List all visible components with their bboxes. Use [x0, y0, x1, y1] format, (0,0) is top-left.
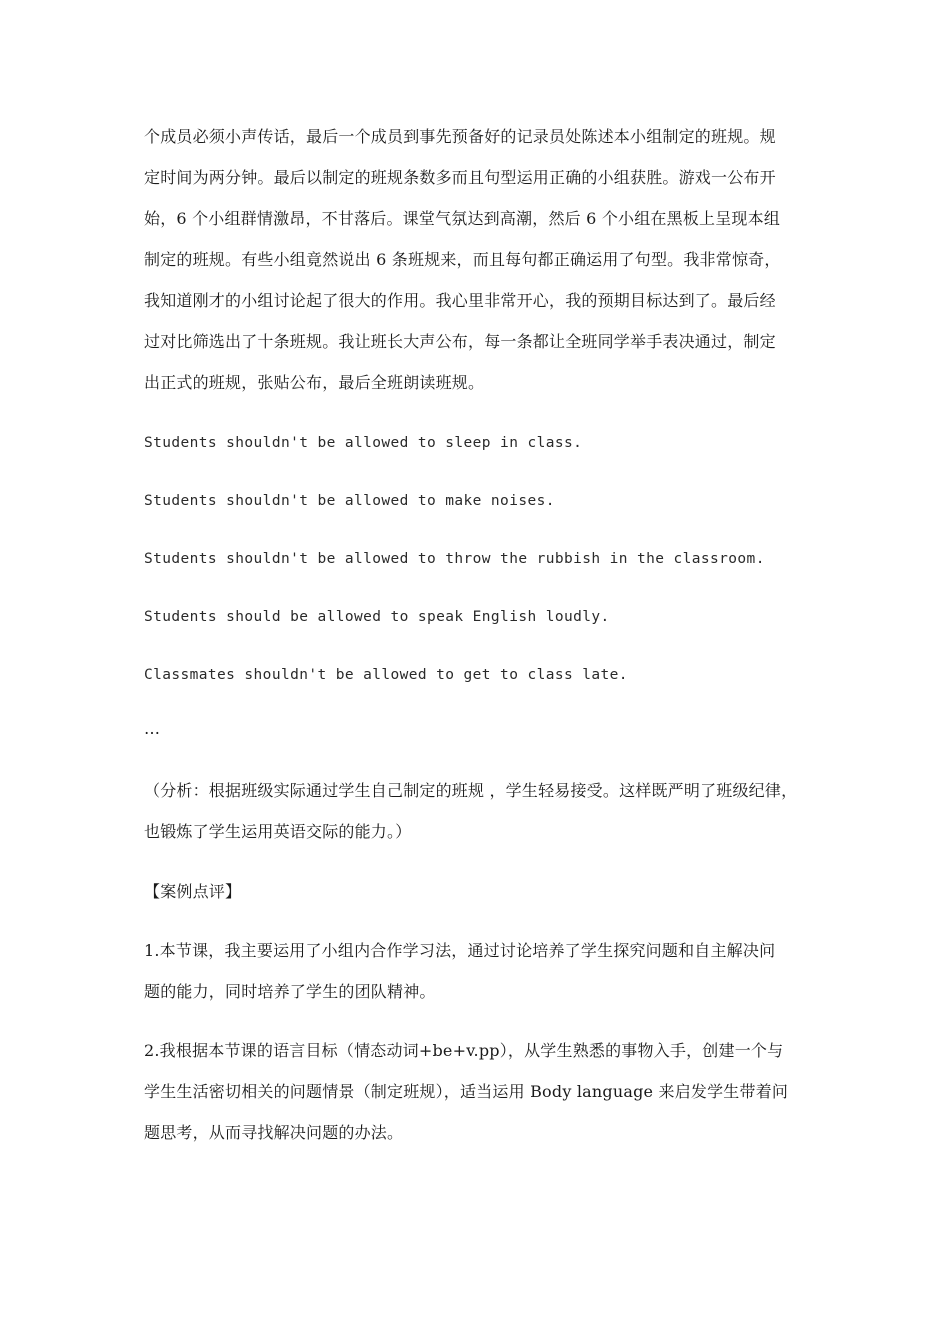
paragraph-line: 我知道刚才的小组讨论起了很大的作用。我心里非常开心，我的预期目标达到了。最后经 — [144, 291, 776, 310]
section-heading: 【案例点评】 — [144, 882, 242, 901]
analysis-line: （分析：根据班级实际通过学生自己制定的班规 ，学生轻易接受。这样既严明了班级纪律， — [144, 781, 798, 800]
paragraph-line: 个成员必须小声传话，最后一个成员到事先预备好的记录员处陈述本小组制定的班规。规 — [144, 127, 776, 146]
ellipsis: … — [144, 719, 161, 738]
analysis-line: 也锻炼了学生运用英语交际的能力。） — [144, 822, 412, 841]
review-point-line: 1.本节课，我主要运用了小组内合作学习法，通过讨论培养了学生探究问题和自主解决问 — [144, 941, 776, 960]
class-rule: Students shouldn't be allowed to sleep in class. — [144, 435, 583, 451]
paragraph-line: 制定的班规。有些小组竟然说出 6 条班规来，而且每句都正确运用了句型。我非常惊奇， — [144, 250, 781, 269]
paragraph-line: 始，6 个小组群情激昂，不甘落后。课堂气氛达到高潮，然后 6 个小组在黑板上呈现本组 — [144, 209, 781, 228]
review-point-line: 题的能力，同时培养了学生的团队精神。 — [144, 982, 436, 1001]
paragraph-line: 定时间为两分钟。最后以制定的班规条数多而且句型运用正确的小组获胜。游戏一公布开 — [144, 168, 776, 187]
class-rule: Students shouldn't be allowed to throw the rubbish in the classroom. — [144, 551, 765, 567]
class-rule: Students should be allowed to speak English loudly. — [144, 609, 610, 625]
review-point-line: 2.我根据本节课的语言目标（情态动词+be+v.pp），从学生熟悉的事物入手，创建一个与 — [144, 1041, 784, 1060]
paragraph-line: 出正式的班规，张贴公布，最后全班朗读班规。 — [144, 373, 485, 392]
class-rule: Classmates shouldn't be allowed to get to class late. — [144, 667, 628, 683]
class-rule: Students shouldn't be allowed to make noises. — [144, 493, 555, 509]
review-point-line: 题思考，从而寻找解决问题的办法。 — [144, 1123, 404, 1142]
paragraph-line: 过对比筛选出了十条班规。我让班长大声公布，每一条都让全班同学举手表决通过，制定 — [144, 332, 776, 351]
review-point-line: 学生生活密切相关的问题情景（制定班规），适当运用 Body language 来启发学生带着问 — [144, 1082, 789, 1101]
